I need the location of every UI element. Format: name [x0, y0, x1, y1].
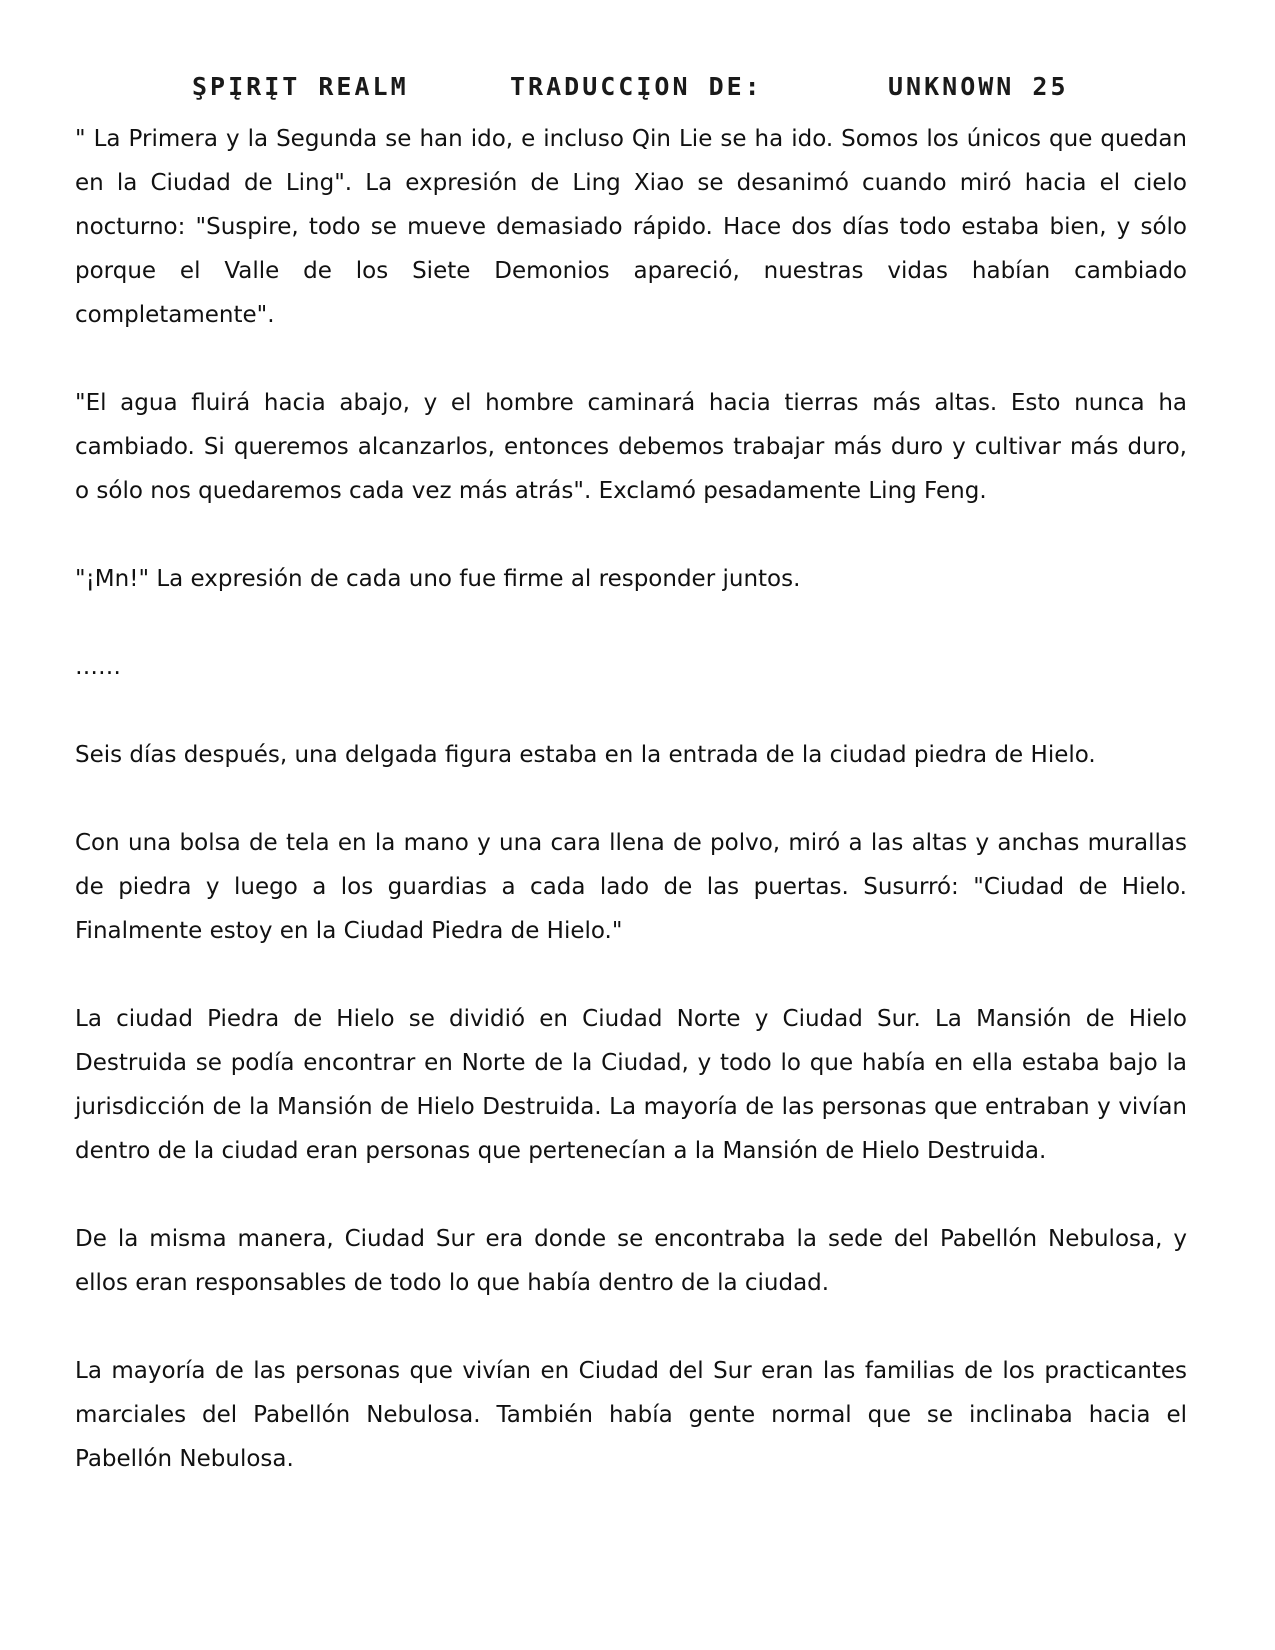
header-translator: UNKNOWN 25	[888, 72, 1069, 101]
paragraph-5: Con una bolsa de tela en la mano y una cara llena de polvo, miró a las altas y anchas murallas de piedra y luego a los guardias a cada lado de las puertas. Susurró: "Ciudad de Hielo. Finalmente estoy en la Ciudad Piedra de Hielo."	[75, 830, 1187, 944]
paragraph-3: "¡Mn!" La expresión de cada uno fue firme al responder juntos.	[75, 566, 801, 592]
paragraph-2: "El agua fluirá hacia abajo, y el hombre caminará hacia tierras más altas. Esto nunca ha cambiado. Si queremos alcanzarlos, entonces debemos trabajar más duro y cultivar más duro, o sólo nos quedaremos cada vez más atrás". Exclamó pesadamente Ling Feng.	[75, 390, 1187, 504]
header-translation-label: TRADUCCĮON DE:	[510, 72, 763, 101]
page-header	[0, 72, 1275, 112]
section-break: ……	[75, 654, 121, 680]
paragraph-6: La ciudad Piedra de Hielo se dividió en Ciudad Norte y Ciudad Sur. La Mansión de Hielo Destruida se podía encontrar en Norte de la Ciudad, y todo lo que había en ella estaba bajo la jurisdicción de la Mansión de Hielo Destruida. La mayoría de las personas que entraban y vivían dentro de la ciudad eran personas que pertenecían a la Mansión de Hielo Destruida.	[75, 1006, 1187, 1164]
paragraph-4: Seis días después, una delgada figura estaba en la entrada de la ciudad piedra de Hielo.	[75, 742, 1096, 768]
header-title: ŞPĮRĮT REALM	[192, 72, 409, 101]
paragraph-7: De la misma manera, Ciudad Sur era donde se encontraba la sede del Pabellón Nebulosa, y ellos eran responsables de todo lo que había dentro de la ciudad.	[75, 1226, 1187, 1296]
paragraph-1: " La Primera y la Segunda se han ido, e incluso Qin Lie se ha ido. Somos los únicos que quedan en la Ciudad de Ling". La expresión de Ling Xiao se desanimó cuando miró hacia el cielo nocturno: "Suspire, todo se mueve demasiado rápido. Hace dos días todo estaba bien, y sólo porque el Valle de los Siete Demonios apareció, nuestras vidas habían cambiado completamente".	[75, 126, 1187, 328]
paragraph-8: La mayoría de las personas que vivían en Ciudad del Sur eran las familias de los practicantes marciales del Pabellón Nebulosa. También había gente normal que se inclinaba hacia el Pabellón Nebulosa.	[75, 1358, 1187, 1472]
document-body	[75, 117, 1187, 1525]
